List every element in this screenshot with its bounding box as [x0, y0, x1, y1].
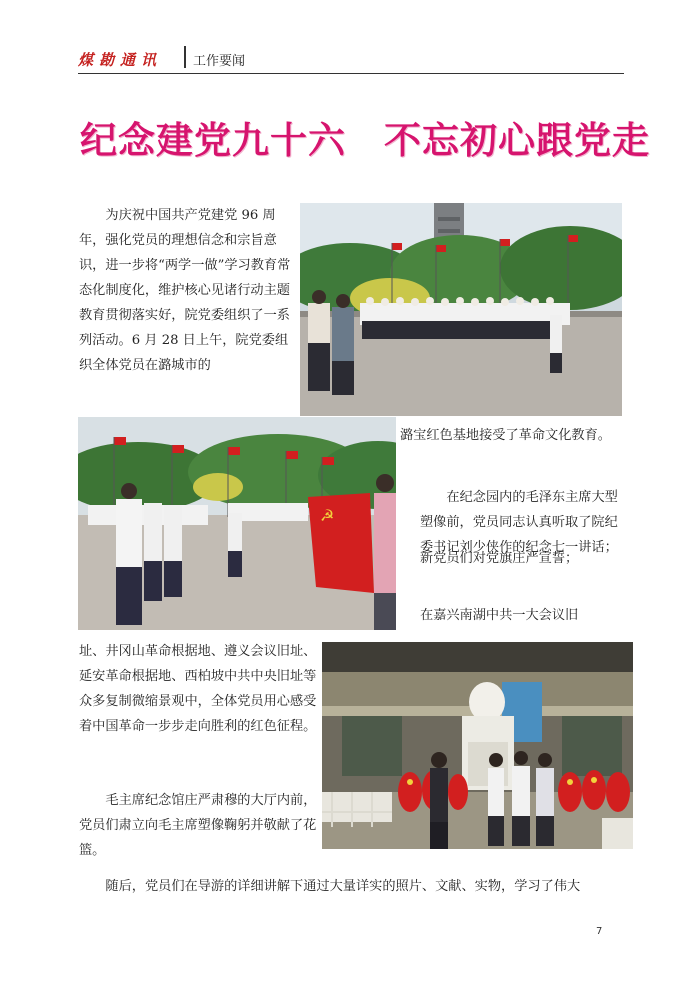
section-name: 工作要闻	[193, 54, 246, 69]
paragraph-jiaxing: 在嘉兴南湖中共一大会议旧	[420, 608, 579, 623]
page-number: 7	[596, 926, 603, 937]
svg-text:☭: ☭	[320, 506, 335, 525]
brand-name: 煤勘通讯	[78, 51, 163, 69]
paragraph-memorial-hall: 毛主席纪念馆庄严肃穆的大厅内前，党员们肃立向毛主席塑像鞠躬并敬献了花篮。	[79, 793, 317, 858]
paragraph-guided-tour: 随后，党员们在导游的详细讲解下通过大量详实的照片、文献、实物，学习了伟大	[105, 879, 581, 894]
header-rule	[78, 73, 624, 74]
photo-oath-ceremony	[78, 417, 396, 630]
article-title: 纪念建党九十六 不忘初心跟党走	[80, 119, 650, 162]
photo-memorial-hall	[322, 642, 633, 849]
paragraph-statue-speech: 在纪念园内的毛泽东主席大型塑像前，党员同志认真听取了院纪委书记刘少侠作的纪念七一讲话；	[420, 490, 618, 555]
paragraph-base: 潞宝红色基地接受了革命文化教育。	[400, 428, 611, 443]
paragraph-intro: 为庆祝中国共产党建党 96 周年，强化党员的理想信念和宗旨意识，进一步将“两学一做”学习教育常态化制度化，维护核心见诸行动主题教育贯彻落实好，院党委组织了一系列活动。6 月 28 日上午，院党委组织全体党员在潞城市的	[79, 208, 291, 373]
header-divider	[184, 46, 186, 68]
page-header	[78, 44, 624, 72]
paragraph-revolution-sites: 址、井冈山革命根据地、遵义会议旧址、延安革命根据地、西柏坡中共中央旧址等众多复制微缩景观中，全体党员用心感受着中国革命一步步走向胜利的红色征程。	[79, 644, 317, 734]
photo-gathering-plaza	[300, 203, 622, 416]
paragraph-oath: 新党员们对党旗庄严宣誓；	[420, 551, 579, 566]
